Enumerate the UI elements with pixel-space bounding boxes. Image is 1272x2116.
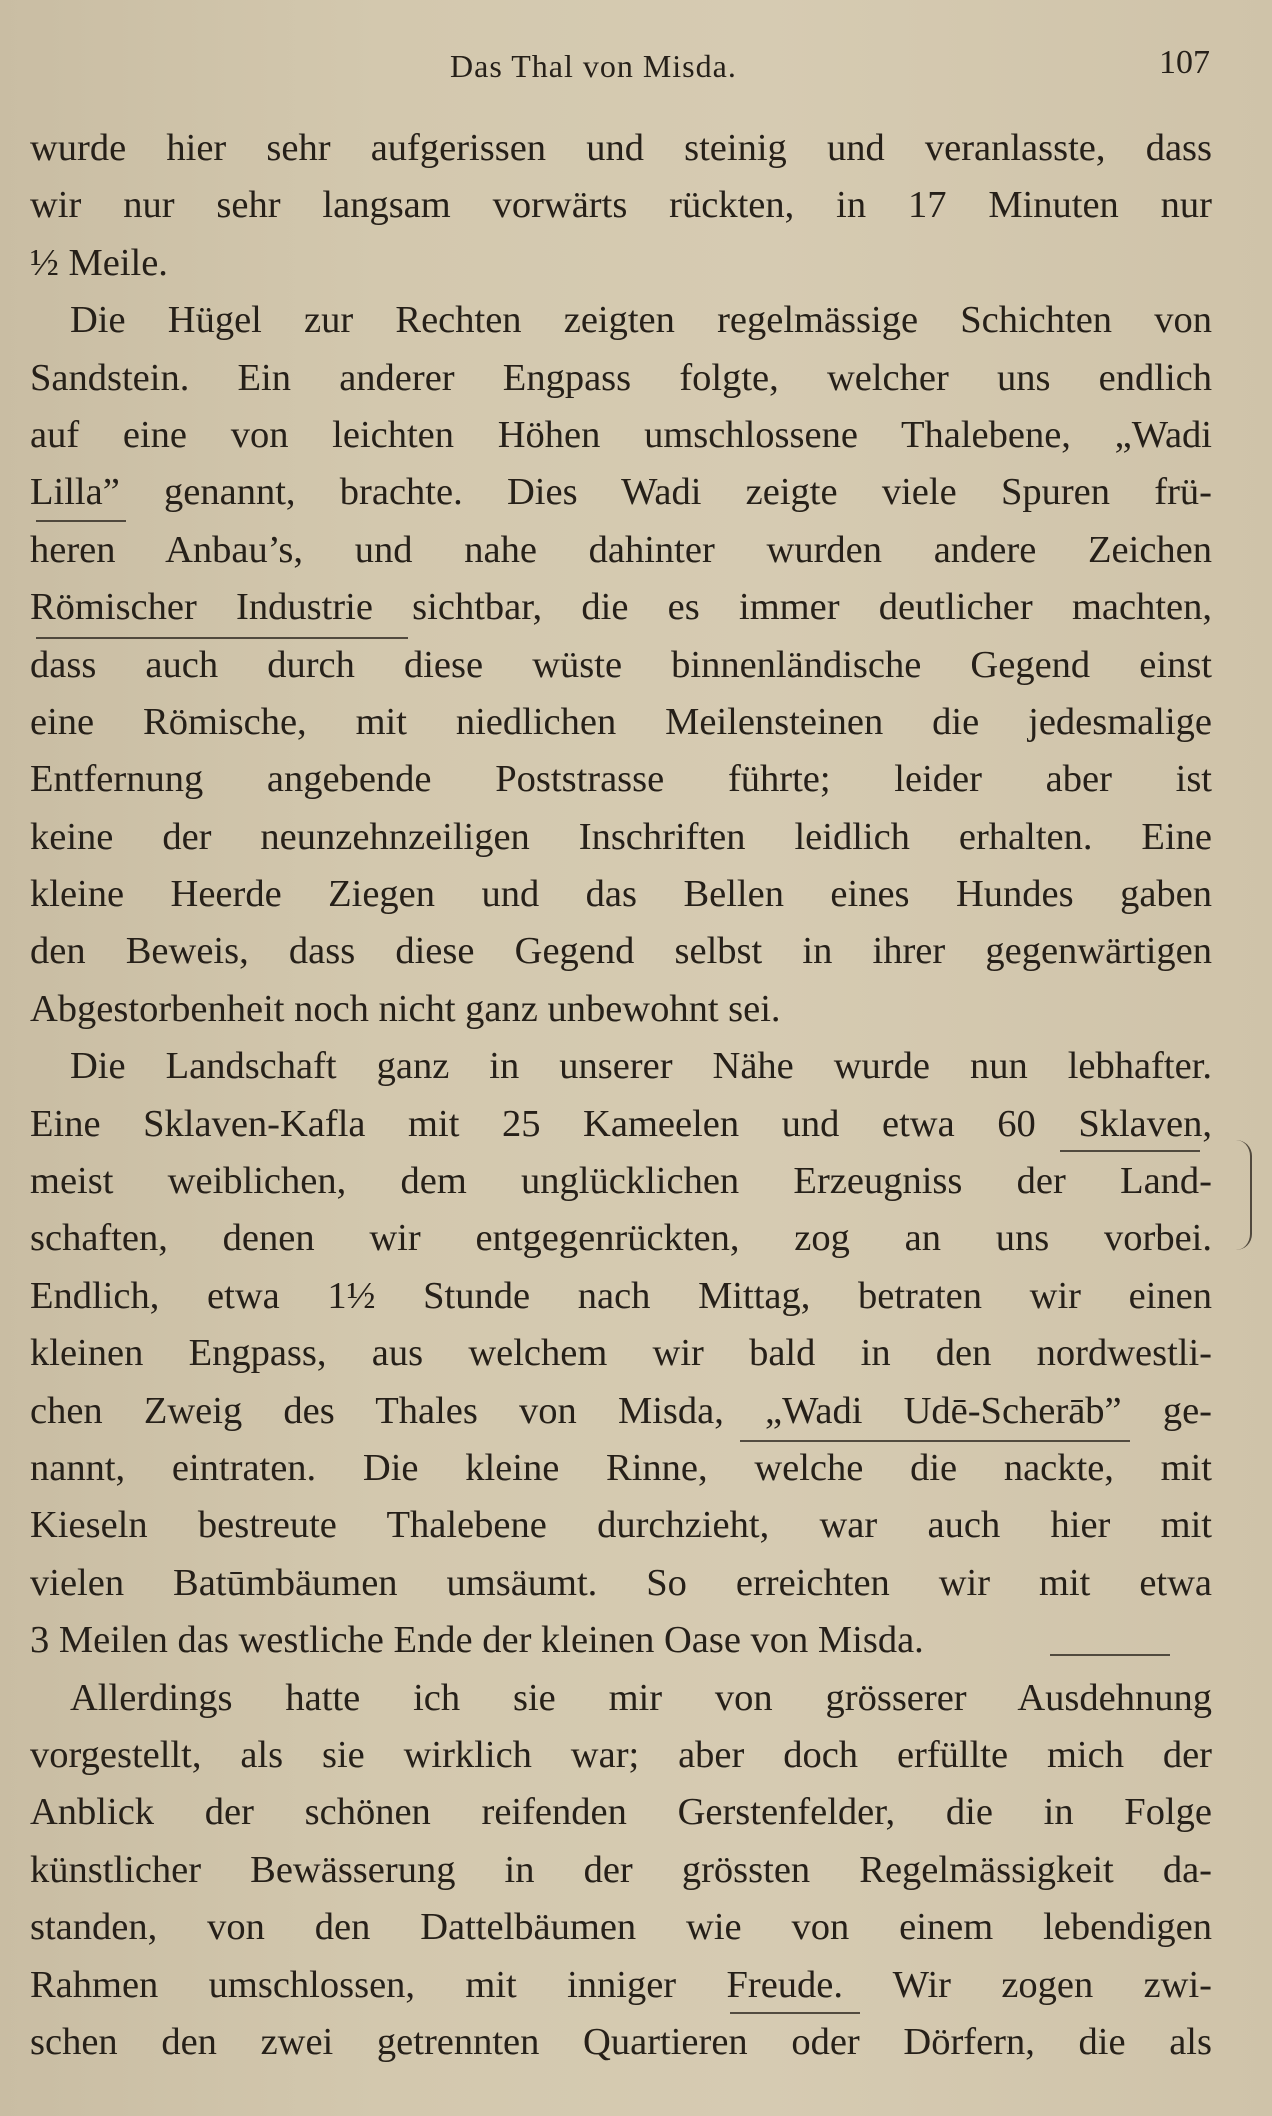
paragraph-3 xyxy=(30,1038,1212,1669)
text-line: Abgestorbenheit noch nicht ganz unbewohnt sei. xyxy=(30,987,781,1030)
paragraph-4 xyxy=(30,1670,1212,2072)
text-line: Kieseln bestreute Thalebene durchzieht, war auch hier mit xyxy=(30,1504,1212,1547)
text-line: Eine Sklaven-Kafla mit 25 Kameelen und etwa 60 Sklaven, xyxy=(30,1102,1212,1145)
text-line: Endlich, etwa 1½ Stunde nach Mittag, betraten wir einen xyxy=(30,1274,1212,1317)
text-line: chen Zweig des Thales von Misda, „Wadi Udē-Scherāb” ge- xyxy=(30,1389,1212,1432)
running-title: Das Thal von Misda. xyxy=(450,48,737,84)
text-line: eine Römische, mit niedlichen Meilensteinen die jedesmalige xyxy=(30,700,1212,743)
text-line: vorgestellt, als sie wirklich war; aber doch erfüllte mich der xyxy=(30,1733,1212,1776)
text-line: den Beweis, dass diese Gegend selbst in ihrer gegenwärtigen xyxy=(30,930,1212,973)
text-line: ½ Meile. xyxy=(30,241,168,284)
text-line: Die Landschaft ganz in unserer Nähe wurde nun lebhafter. xyxy=(70,1045,1212,1088)
text-line: heren Anbau’s, und nahe dahinter wurden andere Zeichen xyxy=(30,528,1212,571)
text-line: meist weiblichen, dem unglücklichen Erzeugniss der Land- xyxy=(30,1160,1212,1203)
text-line: Rahmen umschlossen, mit inniger Freude. Wir zogen zwi- xyxy=(30,1963,1212,2006)
pencil-underline-misda xyxy=(1050,1654,1170,1656)
pencil-underline-sklaven xyxy=(1060,1150,1200,1152)
text-line: Römischer Industrie sichtbar, die es immer deutlicher machten, xyxy=(30,586,1212,629)
text-line: kleine Heerde Ziegen und das Bellen eines Hundes gaben xyxy=(30,873,1212,916)
text-line: keine der neunzehnzeiligen Inschriften leidlich erhalten. Eine xyxy=(30,815,1212,858)
body-text xyxy=(30,120,1212,2071)
text-line: Entfernung angebende Poststrasse führte; leider aber ist xyxy=(30,758,1212,801)
text-line: Sandstein. Ein anderer Engpass folgte, welcher uns endlich xyxy=(30,356,1212,399)
text-line: wurde hier sehr aufgerissen und steinig und veranlasste, dass xyxy=(30,127,1212,169)
text-line: nannt, eintraten. Die kleine Rinne, welche die nackte, mit xyxy=(30,1446,1212,1489)
text-line: Anblick der schönen reifenden Gerstenfelder, die in Folge xyxy=(30,1791,1212,1834)
text-line: künstlicher Bewässerung in der grössten Regelmässigkeit da- xyxy=(30,1848,1212,1891)
text-line: schaften, denen wir entgegenrückten, zog an uns vorbei. xyxy=(30,1217,1212,1260)
text-line: wir nur sehr langsam vorwärts rückten, in 17 Minuten nur xyxy=(30,184,1212,227)
text-line: Lilla” genannt, brachte. Dies Wadi zeigte viele Spuren frü- xyxy=(30,471,1212,514)
pencil-underline-freude xyxy=(730,2012,860,2014)
text-line: Allerdings hatte ich sie mir von grösserer Ausdehnung xyxy=(70,1676,1212,1719)
text-line: auf eine von leichten Höhen umschlossene Thalebene, „Wadi xyxy=(30,413,1212,456)
text-line: Die Hügel zur Rechten zeigten regelmässige Schichten von xyxy=(70,299,1212,342)
pencil-underline-wadi-ude-scherab xyxy=(740,1440,1130,1442)
text-line: schen den zwei getrennten Quartieren oder Dörfern, die als xyxy=(30,2020,1212,2063)
paragraph-1 xyxy=(30,120,1212,292)
paragraph-2 xyxy=(30,292,1212,1038)
running-head xyxy=(30,38,1210,88)
text-line: dass auch durch diese wüste binnenländische Gegend einst xyxy=(30,643,1212,686)
text-line: kleinen Engpass, aus welchem wir bald in den nordwestli- xyxy=(30,1332,1212,1375)
pencil-margin-bracket xyxy=(1236,1140,1252,1250)
page-number: 107 xyxy=(1159,44,1210,81)
text-line: vielen Batūmbäumen umsäumt. So erreichten wir mit etwa xyxy=(30,1561,1212,1604)
text-line: 3 Meilen das westliche Ende der kleinen Oase von Misda. xyxy=(30,1619,924,1662)
pencil-underline-roemischer-industrie xyxy=(36,637,408,639)
text-line: standen, von den Dattelbäumen wie von einem lebendigen xyxy=(30,1906,1212,1949)
pencil-underline-wadi-lilla xyxy=(36,520,126,522)
